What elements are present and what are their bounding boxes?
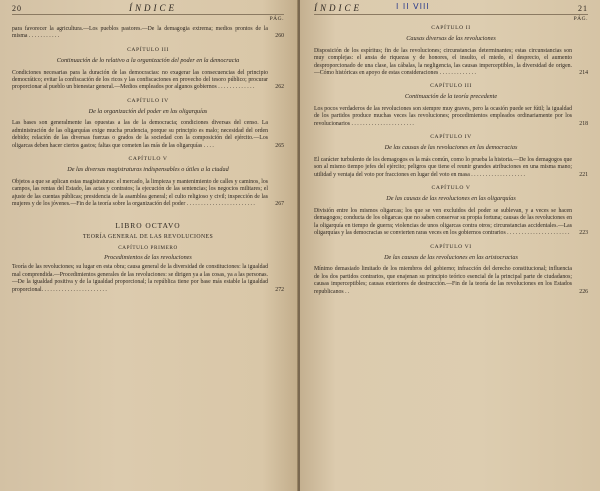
entry-text: División entre los mismos oligarcas; los que se ven excluidos del poder se sublevan, y a veces se hacen demagogos; conducta de los oligarcas que no saben conservar su propia fortuna; causas de las revoluciones en la oligarquía en tiempo de guerra; violencias de unos oligarcas contra otros; circunstancias accidentales.—Las oligarquías y las democracias se convierten raras veces en los gobiernos contrarios . . . . . . . . . . . . . . . . . . . . . . — [314, 207, 572, 237]
chapter-title: Causas diversas de las revoluciones — [406, 35, 496, 42]
chapter-title: De las causas de las revoluciones en las aristocracias — [384, 253, 518, 261]
toc-entry — [12, 70, 284, 92]
entry-text: Los pocos verdaderos de las revoluciones son siempre muy graves, pero la ocasión puede ser fútil; la igualdad de los partidos produce muchas veces las revoluciones; procedimientos empleados ordinariamente por los revolucionarios . . . . . . . . . . . . . . . . . . . . . . — [314, 106, 572, 127]
toc-entry — [314, 106, 588, 128]
chapter-heading: CAPÍTULO II — [431, 25, 471, 31]
toc-section — [12, 98, 284, 150]
pag-label: PÁG. — [573, 16, 588, 22]
toc-section — [314, 83, 588, 128]
entry-text: El carácter turbulento de los demagogos es la más común, como lo prueba la historia.—De los demagogos que son al mismo tiempo jefes del ejército; peligros que tiene el reunir grandes atribuciones en una misma mano; utilidad y ventaja del voto por fracciones en lugar del voto en masa . . . . . . . . . . . . . . . . . . . — [314, 156, 572, 178]
chapter-title: De las causas de las revoluciones en las democracias — [384, 144, 518, 152]
part-heading: TEORÍA GENERAL DE LAS REVOLUCIONES — [82, 233, 214, 240]
chapter-heading: CAPÍTULO III — [127, 46, 169, 53]
book-heading: LIBRO OCTAVO — [115, 220, 181, 230]
toc-section — [12, 245, 284, 294]
chapter-heading: CAPÍTULO V — [431, 185, 471, 192]
toc-section — [314, 25, 588, 77]
entry-page: 260 — [275, 33, 284, 40]
chapter-heading: CAPÍTULO VI — [430, 243, 472, 250]
entry-page: 226 — [579, 288, 588, 295]
entry-text: Teoría de las revoluciones; su lugar en esta obra; causa general de la diversidad de constituciones: la igualdad mal comprendida.—Procedimientos generales de las revoluciones: se dirigen ya a las cosas, ya a las personas.—De la igualdad positiva y de la igualdad proporcional; la república tiene por base más estable la igualdad proporcional. . . . . . . . . . . . . . . . . . . . . . . — [12, 264, 268, 293]
entry-page: 267 — [275, 201, 284, 208]
chapter-title: De la organización del poder en las oligarquías — [88, 107, 208, 115]
entry-text: para favorecer la agricultura.—Los pueblos pastores.—De la demagogia extrema; medios prontos de la misma . . . . . . . . . . . — [12, 26, 268, 40]
toc-entry — [314, 48, 588, 78]
left-page — [0, 0, 298, 491]
toc-section — [314, 185, 588, 237]
entry-page: 223 — [579, 230, 588, 237]
toc-entry — [12, 179, 284, 209]
chapter-title: Continuación de lo relativo a la organización del poder en la democracia — [56, 56, 240, 64]
toc-entry — [12, 120, 284, 150]
running-title: ÍNDICE — [314, 3, 362, 13]
running-head-left — [12, 3, 284, 15]
chapter-heading: CAPÍTULO IV — [430, 134, 472, 141]
entry-text: Las bases son generalmente las opuestas a las de la democracia; condiciones diversas del censo. La administración de las oligarquías exige mucha prudencia, porque su principio es malo; necesidad del orden debido; relación de las diversas fuerzas o grados de la sociedad con la composición del ejército.—Los oligarcas deben hacer ciertos gastos; faltas que cometen las más de las oligarquías . . . . — [12, 120, 268, 149]
page-number: 21 — [578, 4, 588, 13]
chapter-heading: CAPÍTULO IV — [127, 97, 169, 104]
chapter-heading: CAPÍTULO V — [128, 156, 168, 163]
toc-section — [12, 47, 284, 92]
handwritten-note: I II VIII — [396, 2, 430, 11]
entry-page: 262 — [275, 84, 284, 91]
toc-section — [314, 244, 588, 296]
toc-entry — [314, 157, 588, 179]
toc-entry — [314, 266, 588, 296]
chapter-title: De las causas de las revoluciones en las oligarquías — [386, 195, 516, 203]
entry-text: Mínimo demasiado limitado de los miembros del gobierno; infracción del derecho constitucional; influencia de los dos partidos contrarios, que enajenan su principio teórico esencial de la principal parte de ciudadanos; causas imperceptibles; causas exteriores de destrucción.—Fin de la teoría de las revoluciones en los Estados republicanos . . — [314, 266, 572, 295]
entry-page: 272 — [275, 286, 284, 293]
entry-page: 218 — [579, 120, 588, 127]
pag-label: PÁG. — [269, 16, 284, 22]
page-number: 20 — [12, 4, 22, 13]
toc-section — [12, 156, 284, 208]
entry-page: 214 — [579, 69, 588, 76]
entry-page: 221 — [579, 171, 588, 178]
toc-entry-continued — [12, 26, 284, 41]
chapter-heading: CAPÍTULO III — [430, 83, 472, 90]
toc-entry — [314, 208, 588, 238]
toc-section — [314, 134, 588, 179]
chapter-title: Procedimientos de las revoluciones — [104, 253, 192, 261]
chapter-title: Continuación de la teoría precedente — [404, 93, 498, 101]
chapter-heading: CAPÍTULO PRIMERO — [118, 244, 178, 251]
toc-entry — [12, 264, 284, 294]
running-title: ÍNDICE — [129, 3, 177, 13]
entry-text: Condiciones necesarias para la duración de las democracias: no exagerar las consecuencias del principio democrático; evitar la confiscación de los ricos y las confiscaciones en provecho del tesoro público; procurar proporcionar al pueblo un bienestar general.—Medios empleados por algunos gobiernos . . . . . . . . . . . . . — [12, 69, 268, 91]
entry-text: Disposición de los espíritus; fin de las revoluciones; circunstancias determinantes; estas circunstancias son muy complejas: el ansia de riquezas y de honores, el insulto, el miedo, el desprecio, el aumento desproporcionado de una clase, las cábalas, la negligencia, las causas imperceptibles, la diversidad de origen.—Cómo históricas en apoyo de estas consideraciones . . . . . . . . . . . . . — [314, 47, 572, 76]
entry-page: 265 — [275, 142, 284, 149]
running-head-right — [314, 3, 588, 15]
right-page — [300, 0, 600, 491]
chapter-title: De las diversas magistraturas indispensables o útiles a la ciudad — [67, 166, 229, 174]
entry-text: Objetos a que se aplican estas magistraturas: el mercado, la limpieza y mantenimiento de calles y caminos, los campos, las rentas del Estado, las actas y contratos; la ejecución de las sentencias; los negocios militares; el ajuste de las cuentas públicas; presidencia de la asamblea general; el culto religioso y civil; inspección de las mujeres y de los jóvenes.—Fin de la teoría sobre la organización del poder . . . . . . . . . . . . . . . . . . . . . . . . — [12, 178, 268, 208]
